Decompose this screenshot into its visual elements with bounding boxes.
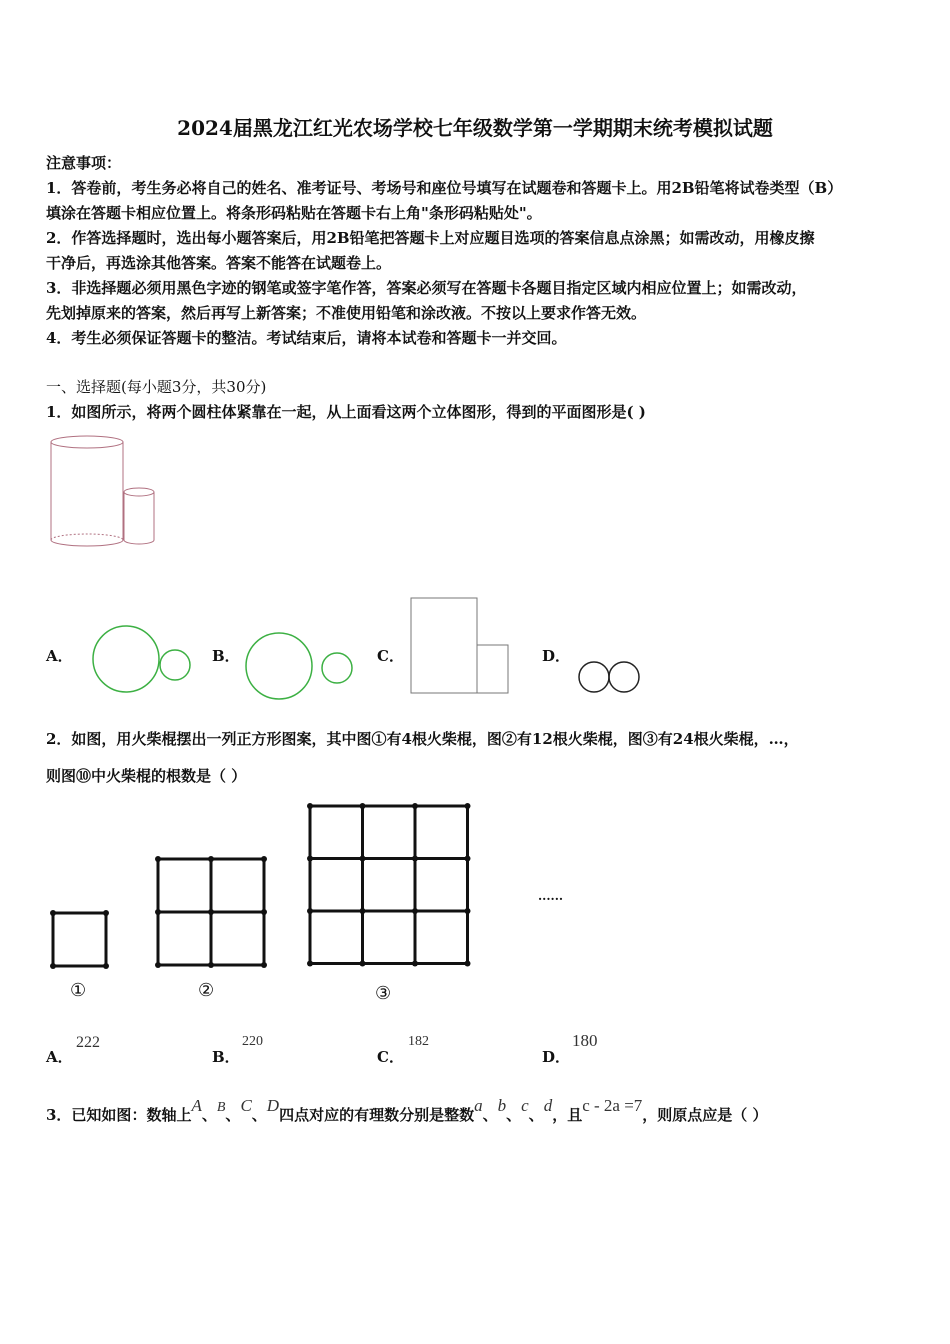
note-line: 先划掉原来的答案，然后再写上新答案；不准使用铅笔和涂改液。不按以上要求作答无效。 (46, 304, 647, 322)
sep: 、 (201, 1106, 217, 1124)
sep: 、 (506, 1106, 522, 1124)
q2-option-a-value: 222 (76, 1034, 100, 1051)
q1-option-b[interactable]: B． (212, 647, 240, 665)
matchstick-joint (103, 910, 109, 916)
q2-option-b-value: 220 (242, 1034, 263, 1049)
var-d: d (543, 1096, 553, 1115)
figure-label-2: ② (198, 980, 215, 1001)
matchstick-joint (465, 803, 471, 809)
matchstick-joint (50, 910, 56, 916)
matchstick-joint (412, 856, 418, 862)
q1-option-d[interactable]: D． (542, 647, 571, 665)
q2-option-c[interactable]: C． (377, 1048, 404, 1066)
var-a: a (474, 1096, 483, 1115)
section-heading: 一、选择题(每小题3分，共30分) (46, 378, 267, 396)
matchstick-joint (360, 803, 366, 809)
var-A: A (191, 1096, 202, 1115)
matchstick-joint (103, 963, 109, 969)
ellipsis: ······ (538, 892, 564, 906)
option-b-circles (242, 628, 357, 703)
matchstick-joint (208, 909, 214, 915)
var-B: B (216, 1100, 226, 1115)
question-3 (46, 1096, 768, 1125)
note-line: 1．答卷前，考生务必将自己的姓名、准考证号、考场号和座位号填写在试题卷和答题卡上。用2B铅笔将试卷类型（B） (46, 179, 843, 197)
equation: c - 2a =7 (582, 1096, 643, 1115)
cylinders-figure (45, 432, 165, 554)
var-b: b (497, 1096, 507, 1115)
sep: 、 (482, 1106, 498, 1124)
q2-option-c-value: 182 (408, 1034, 429, 1049)
matchstick-joint (465, 961, 471, 967)
q2-option-d[interactable]: D． (542, 1048, 571, 1066)
matchstick-joint (465, 856, 471, 862)
matchstick-joint (412, 908, 418, 914)
matchstick-joint (261, 909, 267, 915)
question-1: 1．如图所示，将两个圆柱体紧靠在一起，从上面看这两个立体图形，得到的平面图形是( ) (46, 403, 646, 421)
var-D: D (266, 1096, 280, 1115)
sep: 、 (225, 1106, 241, 1124)
q3-text: ，且 (552, 1106, 583, 1124)
q2-option-b[interactable]: B． (212, 1048, 240, 1066)
matchstick-joint (261, 962, 267, 968)
figure-label-3: ③ (375, 983, 392, 1004)
note-line: 4．考生必须保证答题卡的整洁。考试结束后，请将本试卷和答题卡一并交回。 (46, 329, 567, 347)
option-c-rectangles (408, 595, 513, 695)
q3-text: 3．已知如图：数轴上 (46, 1106, 192, 1124)
question-2-line1: 2．如图，用火柴棍摆出一列正方形图案，其中图①有4根火柴棍，图②有12根火柴棍，图③有24根火柴棍，…， (46, 730, 799, 748)
q1-option-a[interactable]: A． (46, 647, 73, 665)
note-line: 填涂在答题卡相应位置上。将条形码粘贴在答题卡右上角"条形码粘贴处"。 (46, 204, 542, 222)
q2-option-d-value: 180 (572, 1031, 598, 1050)
sep: 、 (251, 1106, 267, 1124)
matchstick-joint (208, 856, 214, 862)
option-a-circles (90, 622, 195, 697)
matchstick-joint (360, 856, 366, 862)
q1-option-c[interactable]: C． (377, 647, 404, 665)
question-2-line2: 则图⑩中火柴棍的根数是（ ） (46, 767, 247, 785)
option-d-circles (575, 658, 645, 698)
sep: 、 (528, 1106, 544, 1124)
q3-text: ，则原点应是（ ） (642, 1106, 768, 1124)
matchstick-joint (261, 856, 267, 862)
page-title: 2024届黑龙江红光农场学校七年级数学第一学期期末统考模拟试题 (177, 116, 773, 140)
note-line: 干净后，再选涂其他答案。答案不能答在试题卷上。 (46, 254, 392, 272)
note-line: 2．作答选择题时，选出每小题答案后，用2B铅笔把答题卡上对应题目选项的答案信息点涂黑；如需改动，用橡皮擦 (46, 229, 815, 247)
note-line: 3．非选择题必须用黑色字迹的钢笔或签字笔作答，答案必须写在答题卡各题目指定区域内相应位置上；如需改动， (46, 279, 807, 297)
notes-heading: 注意事项： (46, 154, 122, 172)
matchstick-figure (45, 795, 595, 980)
q2-option-a[interactable]: A． (46, 1048, 73, 1066)
matchstick-joint (307, 803, 313, 809)
var-C: C (240, 1096, 252, 1115)
matchstick-joint (155, 856, 161, 862)
figure-label-1: ① (70, 980, 87, 1001)
q3-text: 四点对应的有理数分别是整数 (279, 1106, 475, 1124)
var-c: c (521, 1096, 529, 1115)
matchstick-joint (465, 908, 471, 914)
matchstick-joint (412, 803, 418, 809)
